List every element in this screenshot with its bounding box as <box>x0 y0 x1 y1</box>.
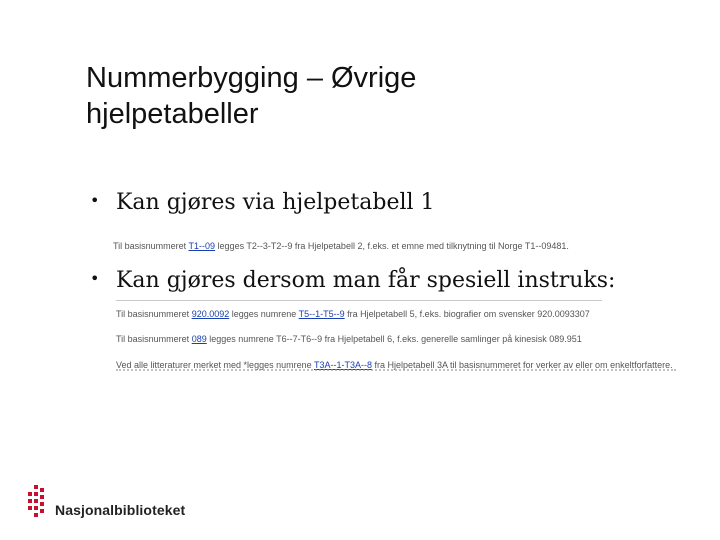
example-snippet-1 <box>113 240 569 252</box>
bullet-item <box>90 268 615 293</box>
snippet-text: Til basisnummeret <box>113 241 189 251</box>
snippet-text: fra Hjelpetabell 3A til basisnummeret for verker av eller om enkeltforfattere. <box>371 360 673 370</box>
bullet-dot-icon: • <box>90 269 100 288</box>
snippet-text: legges numrene <box>229 309 299 319</box>
example-snippet-2 <box>116 308 590 320</box>
slide-title <box>86 60 646 132</box>
snippet-text: Til basisnummeret <box>116 309 192 319</box>
snippet-text: legges T2--3-T2--9 fra Hjelpetabell 2, f.eks. et emne med tilknytning til Norge T1--09481. <box>215 241 569 251</box>
bullet-item <box>90 190 435 215</box>
snippet-link[interactable]: T3A--1-T3A--8 <box>313 360 372 370</box>
snippet-text: Ved alle litteraturer merket med *legges numrene <box>116 360 314 370</box>
example-snippet-3 <box>116 333 582 345</box>
slide-title-line1: Nummerbygging – Øvrige <box>86 62 417 94</box>
snippet-link[interactable]: T1--09 <box>188 241 216 251</box>
divider <box>116 300 602 301</box>
snippet-text: legges numrene T6--7-T6--9 fra Hjelpetabell 6, f.eks. generelle samlinger på kinesisk 089.951 <box>206 334 582 344</box>
snippet-link[interactable]: 089 <box>191 334 207 344</box>
snippet-link[interactable]: T5--1-T5--9 <box>298 309 345 319</box>
snippet-text: fra Hjelpetabell 5, f.eks. biografier om svensker 920.0093307 <box>344 309 590 319</box>
bullet-text: Kan gjøres via hjelpetabell 1 <box>116 190 435 215</box>
bullet-dot-icon: • <box>90 191 100 210</box>
bullet-text: Kan gjøres dersom man får spesiell instruks: <box>116 268 616 293</box>
cropped-text-edge <box>116 369 676 377</box>
snippet-text: Til basisnummeret <box>116 334 192 344</box>
snippet-link[interactable]: 920.0092 <box>191 309 230 319</box>
slide-title-line2: hjelpetabeller <box>86 98 259 130</box>
logo-text: Nasjonalbiblioteket <box>55 502 186 518</box>
